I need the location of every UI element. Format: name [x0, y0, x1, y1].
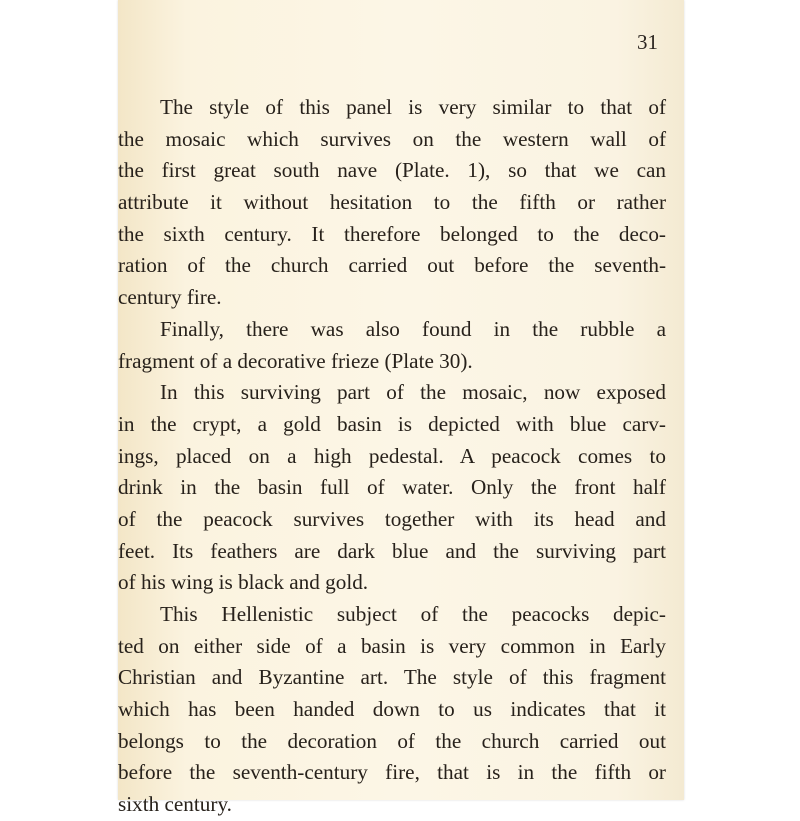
text-line: ted on either side of a basin is very common in Early: [118, 633, 666, 658]
text-line: sixth century.: [118, 792, 232, 817]
text-line: drink in the basin full of water. Only the front half: [118, 475, 666, 500]
text-line: in the crypt, a gold basin is depicted with blue carv-: [118, 411, 666, 436]
text-line: of the peacock survives together with its head and: [118, 506, 666, 531]
paragraph-3: [118, 377, 666, 599]
text-line: of his wing is black and gold.: [118, 570, 369, 595]
text-line: belongs to the decoration of the church carried out: [118, 728, 666, 753]
paragraph-1: [118, 92, 666, 314]
paragraph-4: [118, 599, 666, 821]
text-line: fragment of a decorative frieze (Plate 30).: [118, 348, 473, 373]
text-line: The style of this panel is very similar to that of: [160, 95, 666, 119]
text-line: This Hellenistic subject of the peacocks depic-: [160, 602, 666, 626]
text-line: Christian and Byzantine art. The style of this fragment: [118, 665, 666, 690]
text-line: In this surviving part of the mosaic, now exposed: [160, 380, 666, 405]
text-line: ings, placed on a high pedestal. A peacock comes to: [118, 443, 666, 468]
text-line: before the seventh-century fire, that is in the fifth or: [118, 760, 666, 785]
page-number: 31: [637, 30, 658, 54]
text-line: ration of the church carried out before the seventh-: [118, 253, 666, 278]
book-page: [118, 0, 684, 817]
text-line: feet. Its feathers are dark blue and the surviving part: [118, 538, 666, 563]
text-line: attribute it without hesitation to the fifth or rather: [118, 190, 666, 215]
text-line: the mosaic which survives on the western wall of: [118, 126, 666, 151]
text-line: which has been handed down to us indicates that it: [118, 697, 666, 722]
text-line: Finally, there was also found in the rubble a: [160, 316, 666, 341]
paragraph-2: [118, 314, 666, 377]
text-line: century fire.: [118, 285, 222, 310]
body-text: [118, 92, 666, 821]
text-line: the first great south nave (Plate. 1), so that we can: [118, 158, 666, 183]
text-line: the sixth century. It therefore belonged to the deco-: [118, 221, 666, 246]
